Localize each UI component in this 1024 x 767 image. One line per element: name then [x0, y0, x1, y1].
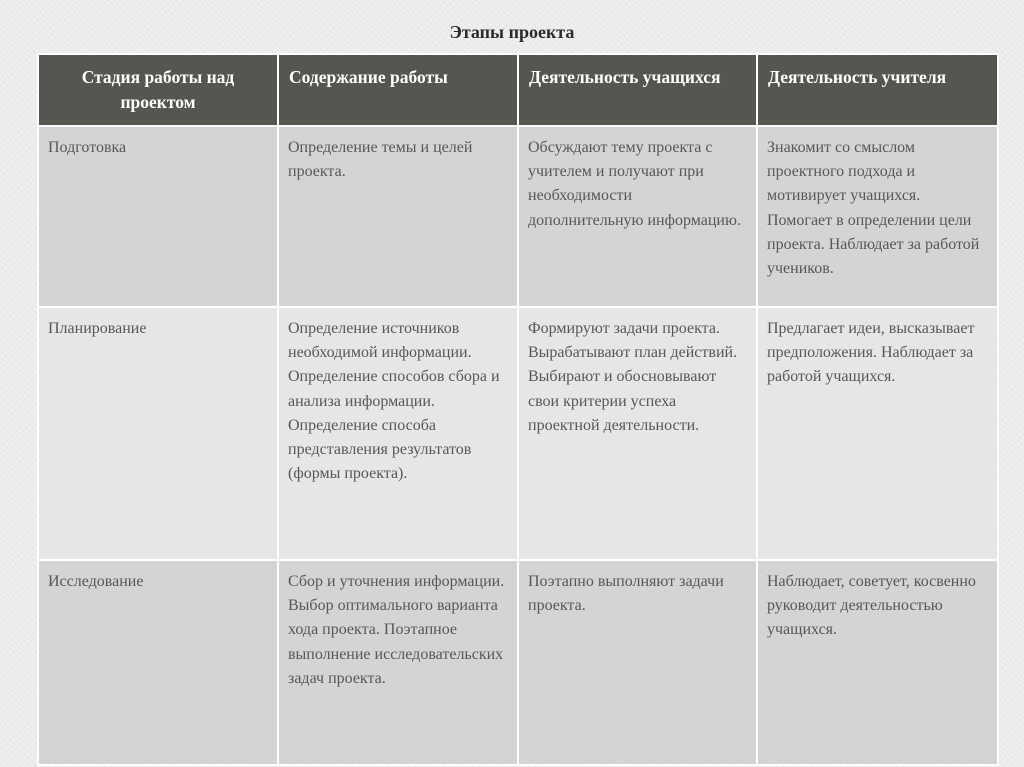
cell-stage: Исследование — [38, 560, 278, 765]
cell-students: Формируют задачи проекта. Вырабатывают план действий. Выбирают и обосновывают свои критерии успеха проектной деятельности. — [518, 307, 757, 560]
cell-students: Поэтапно выполняют задачи проекта. — [518, 560, 757, 765]
table-row — [38, 307, 998, 560]
table-row — [38, 560, 998, 765]
cell-teacher: Предлагает идеи, высказывает предположения. Наблюдает за работой учащихся. — [757, 307, 998, 560]
cell-stage: Планирование — [38, 307, 278, 560]
header-content: Содержание работы — [278, 54, 518, 126]
header-students: Деятельность учащихся — [518, 54, 757, 126]
cell-content: Определение темы и целей проекта. — [278, 126, 518, 307]
table-row — [38, 126, 998, 307]
slide-title: Этапы проекта — [449, 22, 575, 42]
header-teacher: Деятельность учителя — [757, 54, 998, 126]
project-stages-table — [37, 53, 999, 766]
cell-teacher: Знакомит со смыслом проектного подхода и мотивирует учащихся. Помогает в определении цели проекта. Наблюдает за работой учеников. — [757, 126, 998, 307]
cell-students: Обсуждают тему проекта с учителем и получают при необходимости дополнительную информацию. — [518, 126, 757, 307]
table-header-row — [38, 54, 998, 126]
project-stages-table-container — [37, 53, 997, 766]
header-stage: Стадия работы над проектом — [38, 54, 278, 126]
cell-content: Сбор и уточнения информации. Выбор оптимального варианта хода проекта. Поэтапное выполнение исследовательских задач проекта. — [278, 560, 518, 765]
cell-stage: Подготовка — [38, 126, 278, 307]
cell-teacher: Наблюдает, советует, косвенно руководит деятельностью учащихся. — [757, 560, 998, 765]
cell-content: Определение источников необходимой информации. Определение способов сбора и анализа информации. Определение способа представления результатов (формы проекта). — [278, 307, 518, 560]
